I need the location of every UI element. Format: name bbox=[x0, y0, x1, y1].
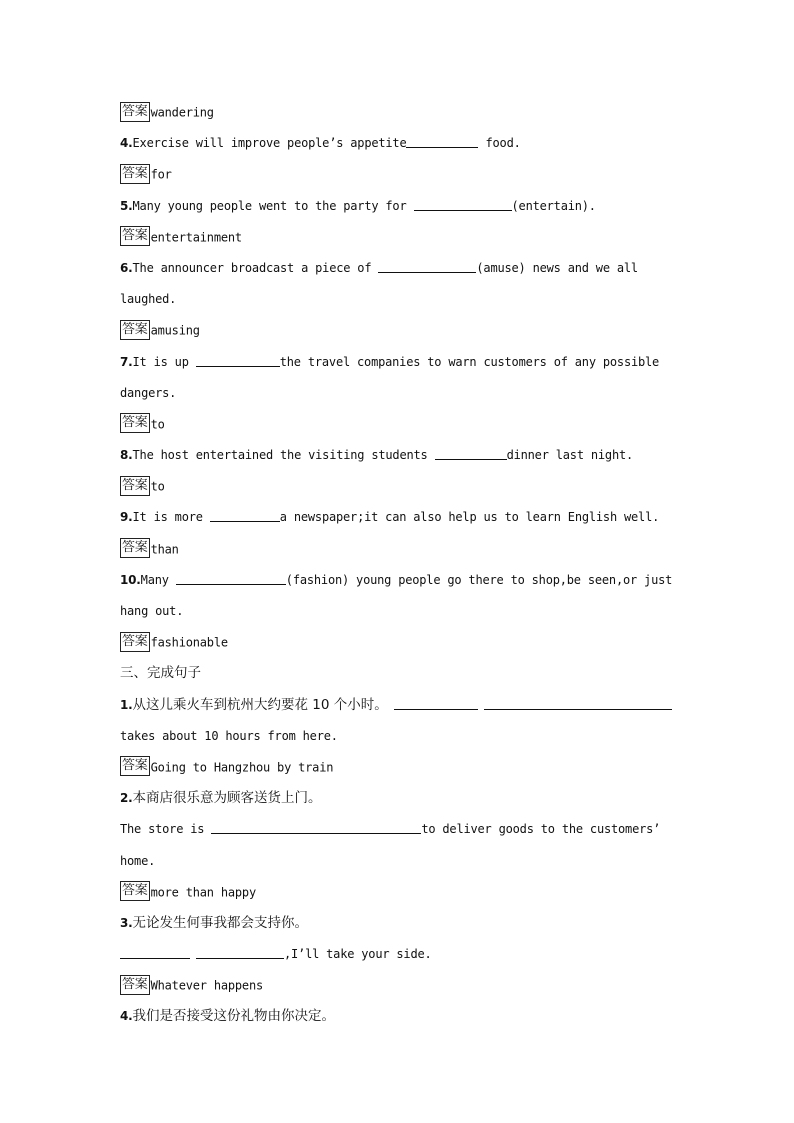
answer-text: Going to Hangzhou by train bbox=[150, 760, 334, 775]
answer-badge: 答案 bbox=[120, 226, 150, 246]
answer-badge: 答案 bbox=[120, 975, 150, 995]
chinese-prompt: 本商店很乐意为顾客送货上门。 bbox=[132, 790, 322, 807]
answer-text: to bbox=[150, 417, 165, 432]
answer-line bbox=[120, 755, 680, 786]
sentence-3 bbox=[120, 911, 680, 942]
sentence-2 bbox=[120, 786, 680, 817]
question-6 bbox=[120, 256, 680, 287]
question-text: Many bbox=[140, 572, 176, 587]
answer-blank[interactable] bbox=[210, 507, 280, 522]
question-number: 9. bbox=[120, 510, 133, 525]
sentence-english bbox=[120, 942, 680, 973]
question-text: It is up bbox=[132, 354, 196, 369]
sentence-text: takes about 10 hours from here. bbox=[120, 728, 338, 743]
sentence-continuation bbox=[120, 849, 680, 880]
question-text: dinner last night. bbox=[506, 448, 634, 463]
question-text: food. bbox=[478, 136, 521, 151]
question-number: 7. bbox=[120, 354, 133, 369]
answer-badge: 答案 bbox=[120, 538, 150, 558]
answer-badge: 答案 bbox=[120, 320, 150, 340]
answer-blank[interactable] bbox=[211, 819, 421, 834]
answer-line bbox=[120, 162, 680, 193]
question-text: hang out. bbox=[120, 604, 184, 618]
answer-blank[interactable] bbox=[176, 570, 286, 585]
answer-badge: 答案 bbox=[120, 881, 150, 901]
answer-badge: 答案 bbox=[120, 164, 150, 184]
question-continuation bbox=[120, 599, 680, 630]
sentence-english bbox=[120, 724, 680, 755]
question-continuation bbox=[120, 287, 680, 318]
answer-blank[interactable] bbox=[406, 133, 478, 148]
question-4 bbox=[120, 131, 680, 162]
chinese-prompt: 我们是否接受这份礼物由你决定。 bbox=[132, 1008, 336, 1025]
question-text: Many young people went to the party for bbox=[132, 198, 414, 213]
question-7 bbox=[120, 350, 680, 381]
question-number: 6. bbox=[120, 260, 133, 275]
sentence-text: ,I’ll take your side. bbox=[284, 947, 432, 962]
answer-blank[interactable] bbox=[484, 695, 672, 710]
answer-line bbox=[120, 474, 680, 505]
answer-line bbox=[120, 630, 680, 661]
question-text: It is more bbox=[132, 510, 210, 525]
sentence-text: to deliver goods to the customers’ bbox=[421, 822, 661, 837]
answer-badge: 答案 bbox=[120, 102, 150, 122]
question-text: Exercise will improve people’s appetite bbox=[132, 136, 407, 151]
sentence-english bbox=[120, 817, 680, 848]
answer-line bbox=[120, 880, 680, 911]
sentence-text: The store is bbox=[120, 822, 212, 837]
sentence-text: home. bbox=[120, 853, 156, 868]
question-9 bbox=[120, 505, 680, 536]
answer-blank[interactable] bbox=[435, 445, 507, 460]
answer-blank[interactable] bbox=[196, 352, 280, 367]
question-text: a newspaper;it can also help us to learn English well. bbox=[279, 510, 660, 525]
question-text: (fashion) young people go there to shop,be seen,or just bbox=[285, 572, 673, 587]
question-number: 10. bbox=[120, 572, 141, 587]
answer-text: fashionable bbox=[150, 635, 228, 650]
question-text: (entertain). bbox=[511, 198, 596, 213]
question-continuation bbox=[120, 381, 680, 412]
answer-badge: 答案 bbox=[120, 476, 150, 496]
answer-badge: 答案 bbox=[120, 632, 150, 652]
answer-badge: 答案 bbox=[120, 756, 150, 776]
question-number: 3. bbox=[120, 915, 133, 930]
answer-text: entertainment bbox=[150, 230, 242, 245]
section-heading: 三、完成句子 bbox=[120, 665, 201, 682]
question-number: 5. bbox=[120, 198, 133, 213]
answer-blank[interactable] bbox=[378, 258, 476, 273]
answer-text: to bbox=[150, 479, 165, 494]
question-text: dangers. bbox=[120, 385, 177, 400]
question-text: laughed. bbox=[120, 292, 177, 307]
answer-line bbox=[120, 225, 680, 256]
sentence-4 bbox=[120, 1004, 680, 1035]
chinese-prompt: 无论发生何事我都会支持你。 bbox=[132, 914, 309, 931]
answer-text: than bbox=[150, 542, 179, 557]
answer-text: Whatever happens bbox=[150, 978, 264, 993]
answer-line bbox=[120, 318, 680, 349]
question-number: 4. bbox=[120, 136, 133, 151]
answer-line bbox=[120, 412, 680, 443]
answer-text: amusing bbox=[150, 323, 200, 338]
answer-blank[interactable] bbox=[120, 944, 190, 959]
answer-blank[interactable] bbox=[414, 196, 512, 211]
answer-line bbox=[120, 973, 680, 1004]
question-number: 8. bbox=[120, 448, 133, 463]
answer-line bbox=[120, 537, 680, 568]
question-number: 2. bbox=[120, 791, 133, 806]
question-number: 4. bbox=[120, 1009, 133, 1024]
sentence-1 bbox=[120, 693, 680, 724]
question-text: (amuse) news and we all bbox=[476, 260, 638, 275]
answer-text: for bbox=[150, 167, 172, 182]
question-10 bbox=[120, 568, 680, 599]
question-number: 1. bbox=[120, 697, 133, 712]
answer-badge: 答案 bbox=[120, 413, 150, 433]
exercise-page bbox=[120, 100, 680, 1036]
question-text: The announcer broadcast a piece of bbox=[132, 260, 379, 275]
question-text: the travel companies to warn customers of any possible bbox=[279, 354, 660, 369]
answer-line bbox=[120, 100, 680, 131]
answer-text: wandering bbox=[150, 105, 214, 120]
answer-text: more than happy bbox=[150, 885, 256, 900]
answer-blank[interactable] bbox=[196, 944, 284, 959]
question-8 bbox=[120, 443, 680, 474]
question-text: The host entertained the visiting students bbox=[132, 448, 435, 463]
chinese-prompt: 从这儿乘火车到杭州大约要花 10 个小时。 bbox=[132, 696, 388, 713]
question-5 bbox=[120, 194, 680, 225]
answer-blank[interactable] bbox=[394, 695, 478, 710]
